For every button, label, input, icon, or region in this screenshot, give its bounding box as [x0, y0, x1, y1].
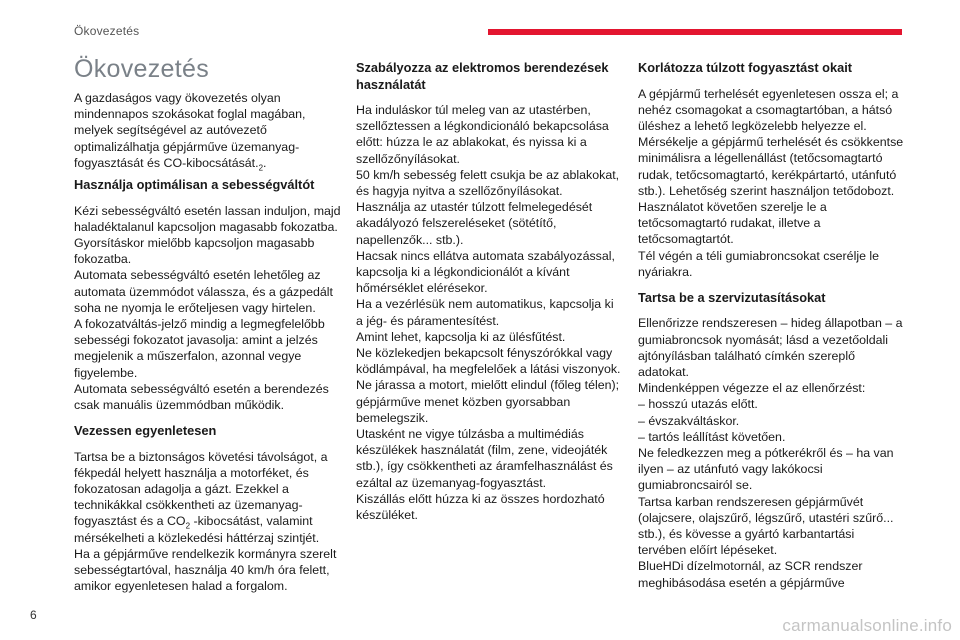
smooth-driving-text-start: Tartsa be a biztonságos követési távolságot, a fékpedál helyett használja a motorféket, és fokozatosan adagolja a gázt. Ezekkel a technikákkal csökkentheti az üzemanyag-fogyasztást és a CO	[74, 449, 328, 529]
section-heading-electrical: Szabályozza az elektromos berendezések használatát	[356, 60, 609, 92]
column-1	[74, 54, 342, 604]
intro-end: .	[263, 155, 267, 170]
intro-text: A gazdaságos vagy ökovezetés olyan mindennapos szokásokat foglal magában, melyek segítségével az autóvezető optimalizálhatja gépjárműve üzemanyag-fogyasztását és CO-kibocsátását.	[74, 91, 306, 170]
watermark: carmanualsonline.info	[782, 616, 952, 635]
section-heading-service: Tartsa be a szervizutasításokat	[638, 289, 826, 305]
column-2	[356, 60, 622, 533]
smooth-driving-text-end: -kibocsátást, valamint mérsékelheti a közlekedési háttérzaj szintjét. Ha a gépjárműve rendelkezik kormányra szerelt sebességtartóval, használja 40 km/h óra felett, amikor egyenletesen halad a forgalom.	[74, 514, 337, 594]
header-title: Ökovezetés	[74, 24, 140, 38]
column-3	[638, 60, 904, 601]
page-title: Ökovezetés	[74, 55, 210, 83]
section-text-service: Ellenőrizze rendszeresen – hideg állapotban – a gumiabroncsok nyomását; lásd a vezetőoldali ajtónyílásban található címkén szereplő adatokat. Mindenképpen végezze el az ellenőrzést: – hosszú utazás előtt. – évszakváltáskor. – tartós leállítást követően. Ne feledkezzen meg a pótkerékről és – ha van ilyen – az utánfutó vagy lakókocsi gumiabroncsairól se. Tartsa karban rendszeresen gépjárművét (olajcsere, olajszűrő, légszűrő, utastéri szűrő... stb.), és kövesse a gyártó karbantartási tervében előírt lépéseket. BlueHDi dízelmotornál, az SCR rendszer meghibásodása esetén a gépjárműve	[638, 316, 903, 590]
section-text-electrical: Ha induláskor túl meleg van az utastérben, szellőztessen a légkondicionáló bekapcsolása előtt: húzza le az ablakokat, és nyissa ki a szellőzőnyílásokat. 50 km/h sebesség felett csukja be az ablakokat, és hagyja nyitva a szellőzőnyílásokat. Használja az utastér túlzott felmelegedését akadályozó felszereléseket (sötétítő, napellenzők... stb.). Hacsak nincs ellátva automata szabályozással, kapcsolja ki a légkondicionálót a kívánt hőmérséklet elérésekor. Ha a vezérlésük nem automatikus, kapcsolja ki a jég- és páramentesítést. Amint lehet, kapcsolja ki az ülésfűtést. Ne közlekedjen bekapcsolt fényszórókkal vagy ködlámpával, ha megfelelőek a látási viszonyok. Ne járassa a motort, mielőtt elindul (főleg télen); gépjárműve menet közben gyorsabban bemelegszik. Utasként ne vigye túlzásba a multimédiás készülékek használatát (film, zene, videojáték stb.), így csökkentheti az áramfelhasználást és ezáltal az üzemanyag-fogyasztást. Kiszállás előtt húzza ki az összes hordozható készüléket.	[356, 103, 621, 523]
co2-subscript: 2	[185, 521, 191, 531]
section-heading-gearbox: Használja optimálisan a sebességváltót	[74, 177, 315, 193]
section-heading-smooth-driving: Vezessen egyenletesen	[74, 423, 217, 439]
section-text-smooth-driving	[74, 449, 342, 595]
page-number: 6	[30, 608, 37, 622]
section-text-consumption: A gépjármű terhelését egyenletesen ossza el; a nehéz csomagokat a csomagtartóban, a hátsó üléshez a lehető legközelebb helyezze el. Mérsékelje a gépjármű terhelését és csökkentse minimálisra a légellenállást (tetőcsomagtartó rudak, tetőcsomagtartó, kerékpártartó, utánfutó stb.). Lehetőség szerint használjon tetődobozt. Használatot követően szerelje le a tetőcsomagtartó rudakat, illetve a tetőcsomagtartót. Tél végén a téli gumiabroncsokat cserélje le nyáriakra.	[638, 86, 904, 279]
section-text-gearbox: Kézi sebességváltó esetén lassan induljon, majd haladéktalanul kapcsoljon magasabb fokozatba. Gyorsításkor mielőbb kapcsoljon magasabb fokozatba. Automata sebességváltó esetén lehetőleg az automata üzemmódot válassza, és a gázpedált soha ne nyomja le erőteljesen vagy hirtelen. A fokozatváltás-jelző mindig a legmegfelelőbb sebességi fokozatot javasolja: amint a jelzés megjelenik a műszerfalon, azonnal vegye figyelembe. Automata sebességváltó esetén a berendezés csak manuális üzemmódban működik.	[74, 203, 341, 412]
intro-subscript: 2	[258, 163, 264, 173]
header-accent-bar	[488, 29, 902, 35]
section-heading-consumption: Korlátozza túlzott fogyasztást okait	[638, 60, 853, 75]
intro-paragraph	[74, 90, 342, 171]
